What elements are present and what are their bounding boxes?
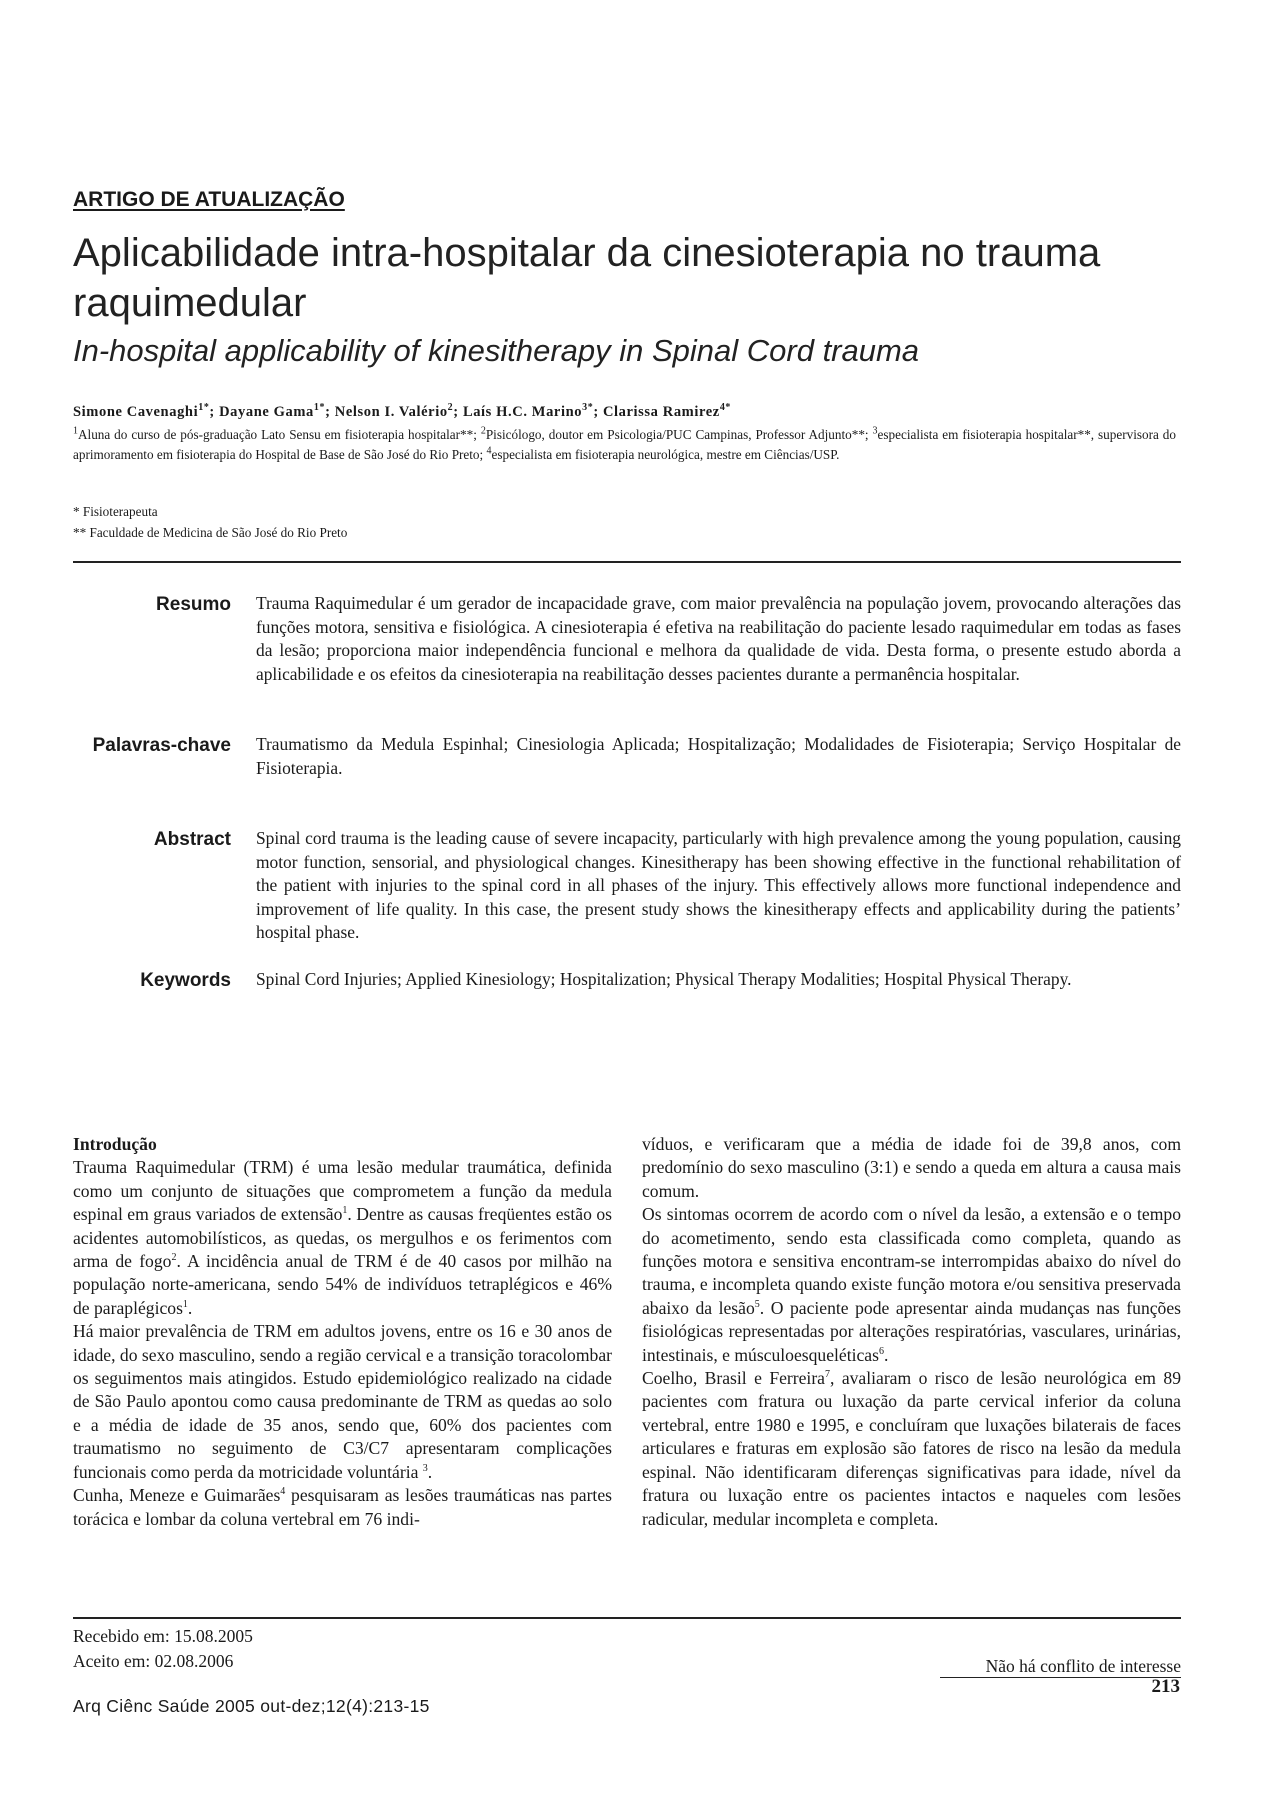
paragraph-text: víduos, e verificaram que a média de idade foi de 39,8 anos, com predomínio do sexo masculino (3:1) e sendo a queda em altura a causa mais comum. bbox=[642, 1134, 1181, 1201]
abstract-label: Abstract bbox=[153, 829, 231, 850]
affiliation-mark: 4 bbox=[486, 445, 492, 457]
resumo-label: Resumo bbox=[156, 594, 231, 615]
abstract-text: Spinal cord trauma is the leading cause of severe incapacity, particularly with high prevalence among the young population, causing motor function, sensorial, and physiological changes. Kinesitherapy has been showing effective in the functional rehabilitation of the patient with injuries to the spinal cord in all phases of the injury. This effectively allows more functional independence and improvement of life quality. In this case, the present study shows the kinesitherapy effects and applicability during the patients’ hospital phase. bbox=[256, 828, 1181, 942]
paragraph-text: . Dentre as causas freqüentes estão os acidentes automobilísticos, as quedas, os mergulhos e os ferimentos com arma de fogo bbox=[73, 1204, 612, 1272]
author-name: Nelson I. Valério bbox=[334, 404, 448, 420]
keywords-text: Spinal Cord Injuries; Applied Kinesiology; Hospitalization; Physical Therapy Modalities; Hospital Physical Therapy. bbox=[256, 969, 1072, 989]
accepted-date: Aceito em: 02.08.2006 bbox=[73, 1651, 234, 1671]
author-list bbox=[73, 404, 731, 421]
palavras-chave-label: Palavras-chave bbox=[92, 735, 231, 756]
column-left-paragraphs bbox=[73, 1156, 612, 1531]
resumo-text: Trauma Raquimedular é um gerador de incapacidade grave, com maior prevalência na população jovem, provocando alterações das funções motora, sensitiva e fisiológica. A cinesioterapia é efetiva na reabilitação do paciente lesado raquimedular em todas as fases da lesão; proporciona maior independência funcional e melhora da qualidade de vida. Desta forma, o presente estudo aborda a aplicabilidade e os efeitos da cinesioterapia na reabilitação desses pacientes durante a permanência hospitalar. bbox=[256, 593, 1181, 684]
paragraph-text: Há maior prevalência de TRM em adultos jovens, entre os 16 e 30 anos de idade, do sexo masculino, sendo a região cervical e a transição toracolombar os seguimentos mais atingidos. Estudo epidemiológico realizado na cidade de São Paulo apontou como causa predominante de TRM as quedas ao solo e a média de idade de 35 anos, sendo que, 60% dos pacientes com traumatismo no seguimento de C3/C7 apresentaram complicações funcionais como perda da motricidade voluntária bbox=[73, 1321, 612, 1482]
author-separator: ; bbox=[325, 404, 335, 420]
affiliation-text: especialista em fisioterapia hospitalar**, supervisora do aprimoramento em fisioterapia do Hospital de Base de São José do Rio Preto; bbox=[73, 427, 1176, 462]
paragraph-text: , avaliaram o risco de lesão neurológica em 89 pacientes com fratura ou luxação da parte cervical inferior da coluna vertebral, entre 1980 e 1995, e concluíram que luxações bilaterais de faces articulares e fraturas em explosão são fatores de risco na lesão da medula espinal. Não identificaram diferenças significativas para idade, nível da fratura ou luxação entre os pacientes intactos e naqueles com lesões radicular, medular incompleta e completa. bbox=[642, 1368, 1181, 1529]
author-affiliation-mark: 3* bbox=[582, 402, 594, 414]
footnote-faculdade: ** Faculdade de Medicina de São José do Rio Preto bbox=[73, 525, 348, 540]
author-separator: ; bbox=[453, 404, 463, 420]
title-english: In-hospital applicability of kinesitherapy in Spinal Cord trauma bbox=[73, 333, 920, 368]
affiliation-mark: 2 bbox=[480, 425, 486, 437]
affiliation-text: Pisicólogo, doutor em Psicologia/PUC Campinas, Professor Adjunto**; bbox=[485, 427, 873, 442]
body-paragraph bbox=[642, 1367, 1181, 1531]
paragraph-text: pesquisaram as lesões traumáticas nas partes torácica e lombar da coluna vertebral em 76 indi- bbox=[73, 1485, 612, 1529]
keywords-label: Keywords bbox=[140, 970, 231, 991]
citation-superscript: 5 bbox=[754, 1298, 760, 1310]
paragraph-text: Os sintomas ocorrem de acordo com o nível da lesão, a extensão e o tempo do acometimento, sendo esta classificada como completa, quando as funções motora e sensitiva encontram-se interrompidas abaixo do nível do trauma, e incompleta quando existe função motora e/ou sensitiva preservada abaixo da lesão bbox=[642, 1204, 1181, 1318]
body-paragraph bbox=[642, 1203, 1181, 1367]
paragraph-text: . bbox=[427, 1461, 433, 1482]
author-affiliation-mark: 1* bbox=[198, 402, 210, 414]
column-right-paragraphs bbox=[642, 1133, 1181, 1531]
citation-superscript: 4 bbox=[280, 1486, 286, 1498]
affiliation-mark: 3 bbox=[872, 425, 878, 437]
citation-superscript: 7 bbox=[825, 1369, 830, 1381]
affiliations bbox=[73, 425, 1176, 464]
title-portuguese: Aplicabilidade intra-hospitalar da cinesioterapia no trauma raquimedular bbox=[73, 231, 1101, 325]
author-separator: ; bbox=[209, 404, 220, 420]
page-number-rule bbox=[940, 1677, 1181, 1678]
paragraph-text: Cunha, Meneze e Guimarães bbox=[73, 1485, 281, 1506]
citation-superscript: 6 bbox=[878, 1345, 884, 1357]
author-name: Laís H.C. Marino bbox=[462, 404, 583, 420]
body-paragraph bbox=[73, 1484, 612, 1531]
body-paragraph bbox=[73, 1320, 612, 1484]
page-number: 213 bbox=[1151, 1676, 1180, 1697]
paragraph-text: Coelho, Brasil e Ferreira bbox=[642, 1368, 825, 1389]
conflict-statement: Não há conflito de interesse bbox=[985, 1656, 1181, 1676]
introduction-heading: Introdução bbox=[73, 1134, 157, 1154]
author-separator: ; bbox=[593, 404, 603, 420]
affiliation-text: especialista em fisioterapia neurológica, mestre em Ciências/USP. bbox=[491, 446, 840, 462]
paragraph-text: . bbox=[883, 1344, 889, 1365]
author-name: Simone Cavenaghi bbox=[73, 404, 199, 420]
header-divider bbox=[73, 561, 1181, 563]
palavras-chave-text: Traumatismo da Medula Espinhal; Cinesiologia Aplicada; Hospitalização; Modalidades de Fisioterapia; Serviço Hospitalar de Fisioterapia. bbox=[256, 734, 1181, 778]
affiliation-text: Aluna do curso de pós-graduação Lato Sensu em fisioterapia hospitalar**; bbox=[78, 427, 481, 442]
body-column-right bbox=[642, 1133, 1181, 1531]
paragraph-text: . A incidência anual de TRM é de 40 casos por milhão na população norte-americana, sendo 54% de indivíduos tetraplégicos e 46% de paraplégicos bbox=[73, 1251, 612, 1318]
footer-divider bbox=[73, 1617, 1181, 1619]
footnote-fisioterapeuta: * Fisioterapeuta bbox=[73, 504, 158, 519]
body-column-left bbox=[73, 1133, 612, 1531]
body-paragraph bbox=[642, 1133, 1181, 1203]
affiliation-mark: 1 bbox=[73, 425, 78, 437]
citation-superscript: 1 bbox=[182, 1298, 188, 1310]
author-affiliation-mark: 4* bbox=[719, 402, 732, 414]
author-name: Clarissa Ramirez bbox=[602, 404, 720, 420]
author-affiliation-mark: 2 bbox=[447, 402, 454, 414]
paragraph-text: Trauma Raquimedular (TRM) é uma lesão medular traumática, definida como um conjunto de situações que comprometem a função da medula espinal em graus variados de extensão bbox=[73, 1157, 612, 1225]
citation-superscript: 1 bbox=[342, 1205, 348, 1217]
body-paragraph bbox=[73, 1156, 612, 1320]
paragraph-text: . bbox=[187, 1297, 193, 1318]
journal-reference: Arq Ciênc Saúde 2005 out-dez;12(4):213-15 bbox=[73, 1696, 430, 1716]
section-label: ARTIGO DE ATUALIZAÇÃO bbox=[73, 188, 345, 211]
received-date: Recebido em: 15.08.2005 bbox=[73, 1626, 253, 1646]
author-name: Dayane Gama bbox=[219, 404, 314, 420]
paragraph-text: . O paciente pode apresentar ainda mudanças nas funções fisiológicas representadas por alterações respiratórias, vasculares, urinárias, intestinais, e músculoesqueléticas bbox=[642, 1297, 1181, 1365]
author-affiliation-mark: 1* bbox=[313, 402, 326, 414]
citation-superscript: 2 bbox=[171, 1252, 177, 1264]
citation-superscript: 3 bbox=[422, 1462, 428, 1474]
